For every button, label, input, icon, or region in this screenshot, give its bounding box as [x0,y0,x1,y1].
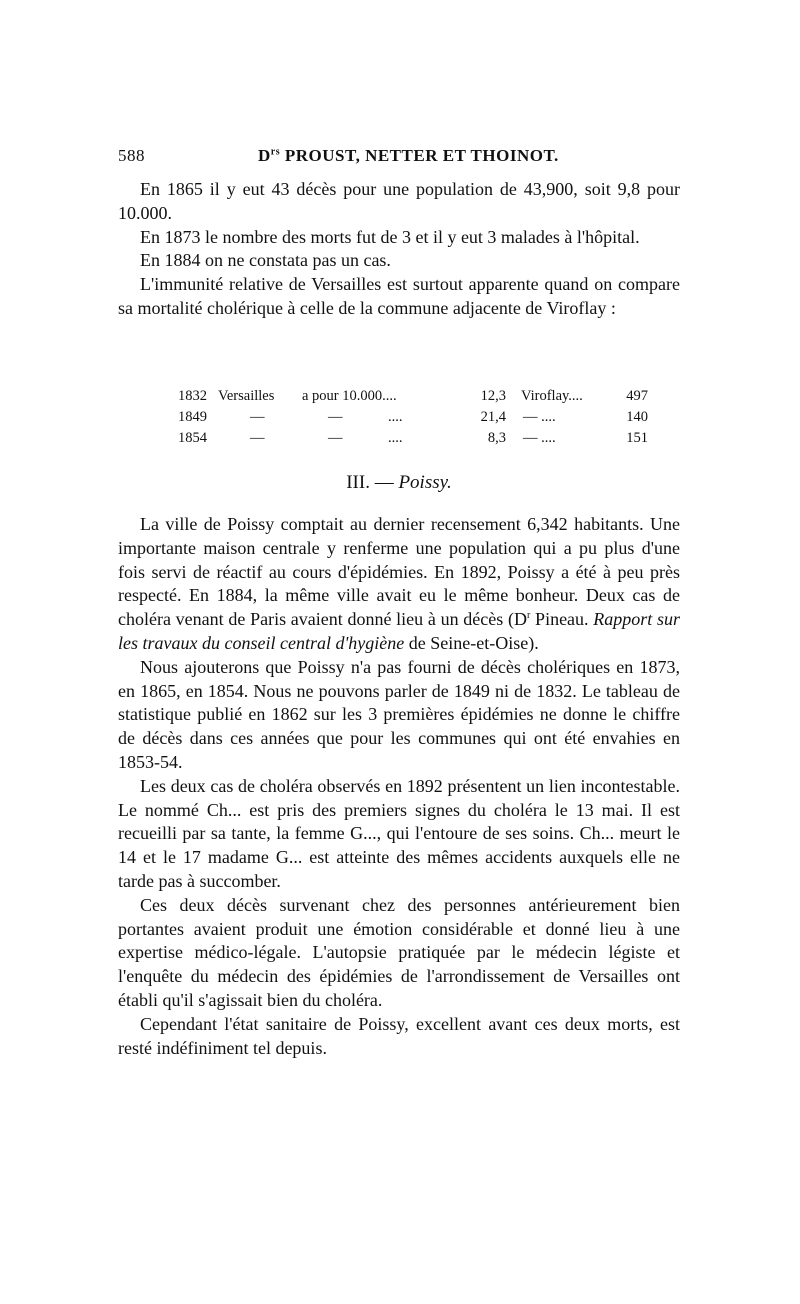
value-cell: 8,3 [487,430,506,446]
paragraph: En 1884 on ne constata pas un cas. [140,250,391,271]
paragraph: Nous ajouterons que Poissy n'a pas fourni de décès cholériques en 1873, en 1865, en 1854. Nous ne pouvons parler de 1849 ni de 1832. Le tableau de statistique publié en 1862 sur les 3 premières épidémies ne donne le chiffre de décès dans ces années que pour les communes qui ont été envahies en 1853-54. [118,656,680,772]
p1-italic-title: Rapport sur les travaux du conseil central d'hygiène [118,609,680,653]
body-text [118,513,680,1060]
viroflay-value-cell: 140 [626,409,648,425]
mortality-table [178,386,648,449]
dots-cell: .... [388,409,403,425]
paragraph: Cependant l'état sanitaire de Poissy, excellent avant ces deux morts, est resté indéfiniment tel depuis. [118,1013,680,1058]
paragraph: En 1865 il y eut 43 décès pour une population de 43,900, soit 9,8 pour 10.000. [118,179,680,223]
value-cell: 21,4 [480,409,506,425]
place-cell: Versailles [218,388,275,404]
viroflay-ditto-cell: — .... [523,430,556,446]
running-header [118,146,680,170]
intro-text [118,178,680,321]
table-row [178,386,648,407]
year-cell: 1832 [178,388,207,404]
paragraph: Ces deux décès survenant chez des personnes antérieurement bien portantes avaient produit une émotion considérable et donné lieu à une expertise médico-légale. L'autopsie pratiquée par le médecin légiste et l'enquête du médecin des épidémies de l'arrondissement de Versailles ont établi qu'il s'agissait bien du choléra. [118,894,680,1010]
ditto-dash: — [328,409,343,425]
year-cell: 1849 [178,409,207,425]
ditto-dash: — [328,430,343,446]
p1-text-b: Pineau. [530,609,594,630]
dots-cell: .... [388,430,403,446]
value-cell: 12,3 [480,388,506,404]
viroflay-value-cell: 151 [626,430,648,446]
viroflay-value-cell: 497 [626,388,648,404]
paragraph: En 1873 le nombre des morts fut de 3 et il y eut 3 malades à l'hôpital. [140,226,640,247]
viroflay-place-cell: Viroflay.... [521,388,583,404]
paragraph: Les deux cas de choléra observés en 1892 présentent un lien incontestable. Le nommé Ch... est pris des premiers signes du choléra le 13 mai. Il est recueilli par sa tante, la femme G..., qui l'entoure de ses soins. Ch... meurt le 14 et le 17 madame G... est atteinte des mêmes accidents auxquels elle ne tarde pas à succomber. [118,775,680,891]
section-number: III. — [346,472,399,493]
p1-superscript: r [527,610,531,622]
p1-text-c: de Seine-et-Oise). [404,632,539,653]
title-prefix: D [258,146,271,165]
title-superscript: rs [270,146,281,158]
viroflay-ditto-cell: — .... [523,409,556,425]
ditto-dash: — [250,430,265,446]
paragraph: L'immunité relative de Versailles est surtout apparente quand on compare sa mortalité cholérique à celle de la commune adjacente de Viroflay : [118,274,680,318]
per-cell: a pour 10.000.... [302,388,397,404]
paragraph [118,513,680,656]
table-row [178,407,648,428]
ditto-dash: — [250,409,265,425]
section-name: Poissy. [398,472,452,493]
year-cell: 1854 [178,430,207,446]
title-rest: PROUST, NETTER ET THOINOT. [280,146,559,165]
running-title [258,146,559,166]
p1-text-a: La ville de Poissy comptait au dernier recensement 6,342 habitants. Une importante maison centrale y renferme une population qui a pu plus d'une fois servi de réactif au cours d'épidémies. En 1892, Poissy a été à peu près respecté. En 1884, la même ville avait eu le même bonheur. Deux cas de choléra venant de Paris avaient donné lieu à un décès (D [118,514,680,630]
section-heading [118,472,680,494]
page-number: 588 [118,146,145,165]
table-row [178,428,648,449]
